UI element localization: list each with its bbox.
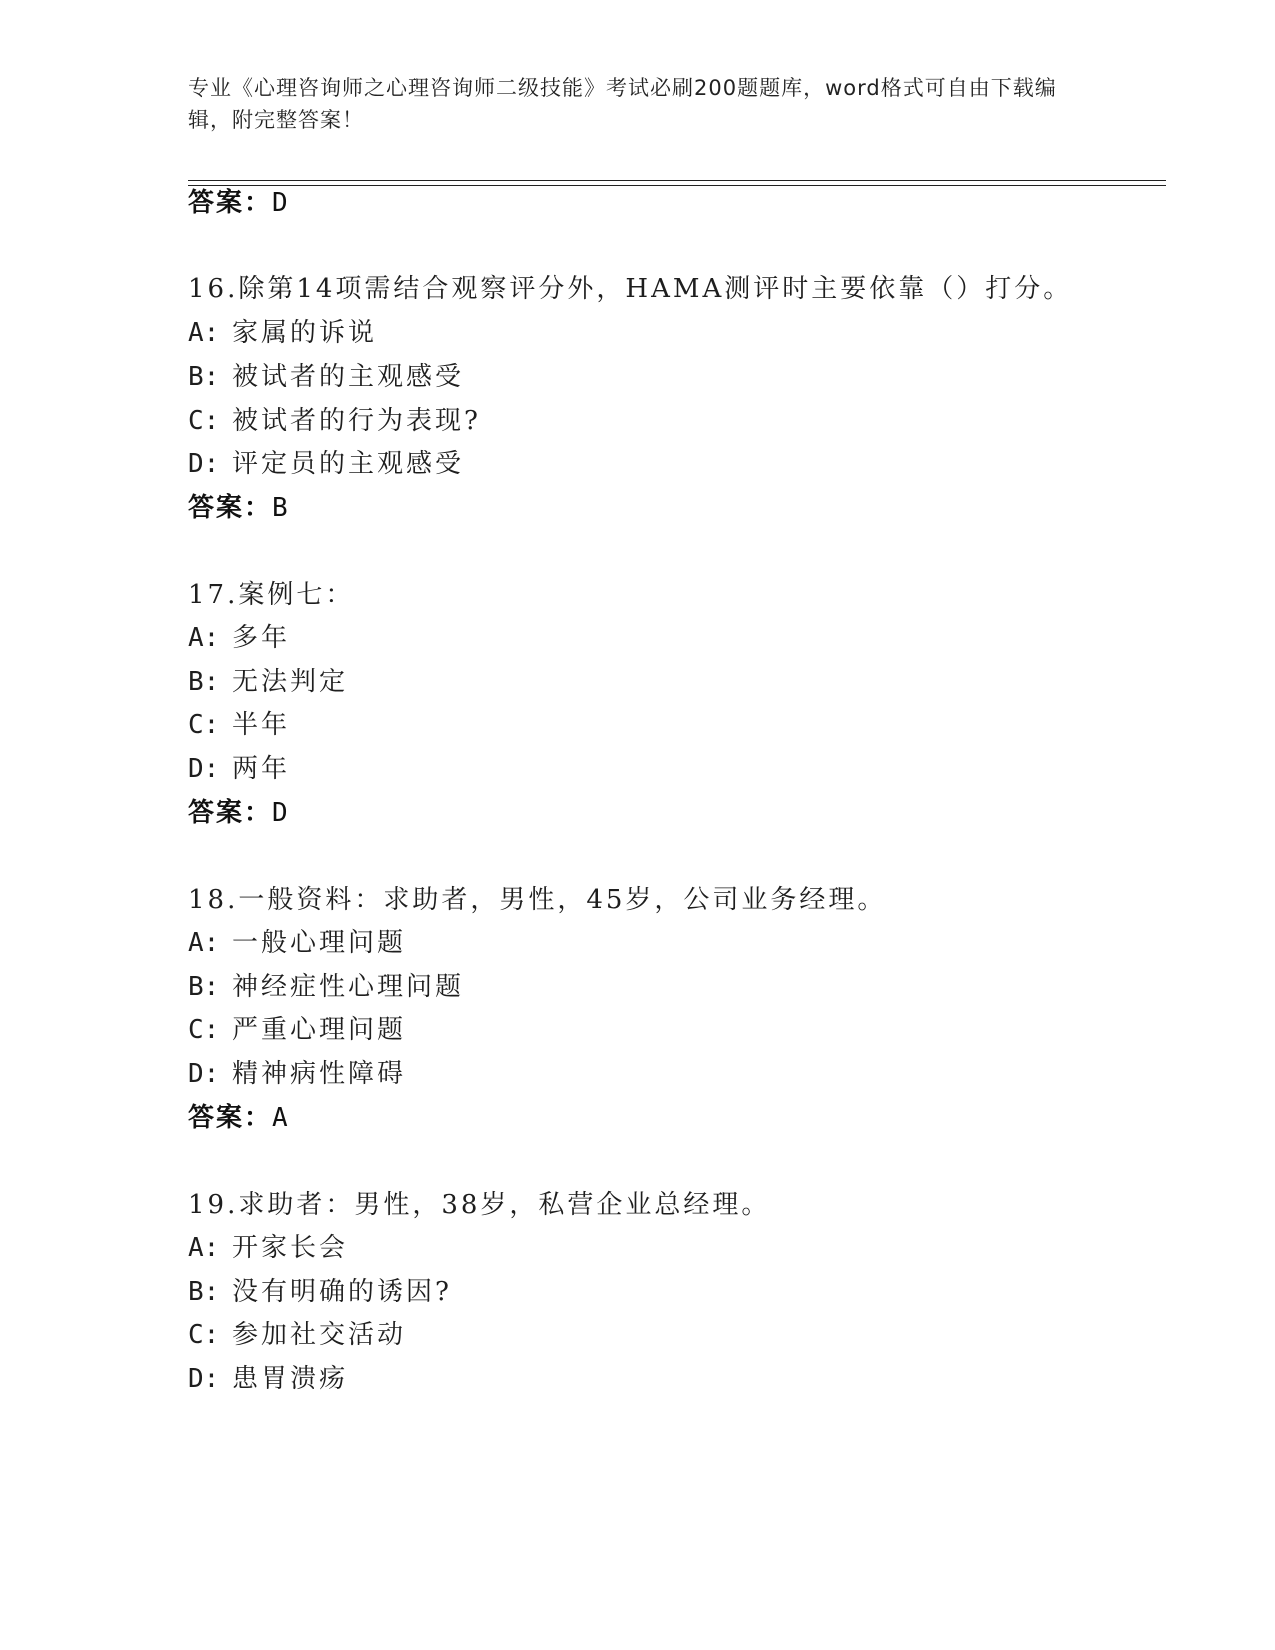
document-header: 专业《心理咨询师之心理咨询师二级技能》考试必刷200题题库，word格式可自由下载编辑，附完整答案！ <box>188 76 1057 132</box>
option-a <box>188 926 406 960</box>
option-letter: B: <box>188 972 220 1002</box>
option-letter: A: <box>188 623 220 653</box>
option-text: 参加社交活动 <box>232 1320 407 1350</box>
option-text: 严重心理问题 <box>232 1015 407 1045</box>
option-text: 开家长会 <box>232 1233 349 1263</box>
option-d <box>188 447 464 481</box>
answer-value: D <box>272 188 290 218</box>
option-text: 评定员的主观感受 <box>232 449 465 479</box>
answer-line <box>188 491 290 525</box>
option-letter: D: <box>188 1364 220 1394</box>
option-text: 被试者的主观感受 <box>232 362 465 392</box>
option-letter: B: <box>188 1277 220 1307</box>
option-a <box>188 621 290 655</box>
option-text: 两年 <box>232 754 291 784</box>
option-letter: D: <box>188 754 220 784</box>
answer-line <box>188 1101 290 1135</box>
answer-line <box>188 186 290 220</box>
option-letter: D: <box>188 1059 220 1089</box>
option-c <box>188 1013 406 1047</box>
option-c <box>188 708 290 742</box>
option-letter: B: <box>188 362 220 392</box>
option-text: 患胃溃疡 <box>232 1364 349 1394</box>
answer-value: B <box>272 493 290 523</box>
option-text: 多年 <box>232 623 291 653</box>
option-letter: A: <box>188 928 220 958</box>
option-text: 半年 <box>232 710 291 740</box>
option-a <box>188 1231 348 1265</box>
answer-value: A <box>272 1103 290 1133</box>
option-b <box>188 970 464 1004</box>
answer-label: 答案： <box>188 1103 273 1133</box>
option-letter: C: <box>188 1015 220 1045</box>
option-c <box>188 1318 406 1352</box>
option-letter: C: <box>188 1320 220 1350</box>
option-text: 神经症性心理问题 <box>232 972 465 1002</box>
answer-label: 答案： <box>188 493 273 523</box>
header-rule-bottom <box>188 185 1166 186</box>
question-stem: 19.求助者：男性，38岁，私营企业总经理。 <box>188 1190 771 1220</box>
option-text: 无法判定 <box>232 667 349 697</box>
option-text: 没有明确的诱因? <box>232 1277 452 1307</box>
option-b <box>188 665 348 699</box>
question-stem: 18.一般资料：求助者，男性，45岁，公司业务经理。 <box>188 885 887 915</box>
option-a <box>188 316 377 350</box>
option-text: 精神病性障碍 <box>232 1059 407 1089</box>
option-d <box>188 1057 406 1091</box>
answer-line <box>188 796 290 830</box>
answer-value: D <box>272 798 290 828</box>
option-b <box>188 360 464 394</box>
option-d <box>188 1362 348 1396</box>
answer-label: 答案： <box>188 798 273 828</box>
question-stem: 16.除第14项需结合观察评分外，HAMA测评时主要依靠（）打分。 <box>188 274 1073 304</box>
option-letter: A: <box>188 1233 220 1263</box>
option-text: 一般心理问题 <box>232 928 407 958</box>
option-letter: A: <box>188 318 220 348</box>
option-letter: C: <box>188 406 220 436</box>
option-b <box>188 1275 452 1309</box>
answer-label: 答案： <box>188 188 273 218</box>
option-d <box>188 752 290 786</box>
option-letter: B: <box>188 667 220 697</box>
option-text: 家属的诉说 <box>232 318 378 348</box>
question-stem: 17.案例七： <box>188 580 355 610</box>
option-text: 被试者的行为表现? <box>232 406 481 436</box>
option-c <box>188 404 481 438</box>
option-letter: C: <box>188 710 220 740</box>
option-letter: D: <box>188 449 220 479</box>
header-rule-top <box>188 180 1166 181</box>
